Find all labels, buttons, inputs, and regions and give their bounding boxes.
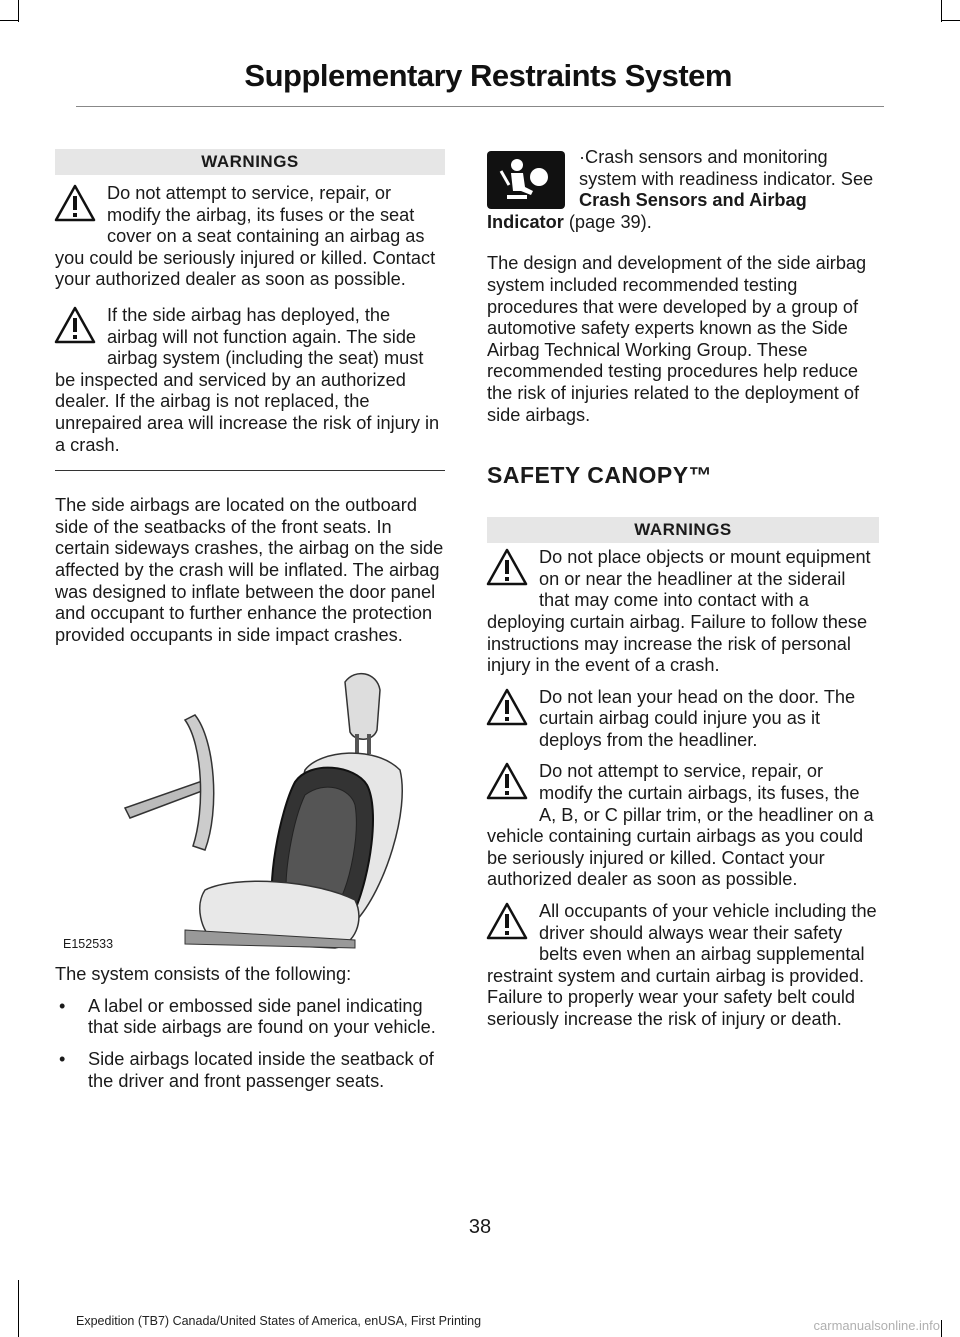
airbag-indicator-icon <box>487 151 565 209</box>
sensor-text: ·Crash sensors and monitoring system with readiness indicator. See <box>579 147 874 189</box>
warning-triangle-icon <box>485 761 539 821</box>
safety-canopy-heading: SAFETY CANOPY™ <box>487 462 713 489</box>
list-item <box>55 996 445 1039</box>
watermark: carmanualsonline.info <box>813 1318 940 1333</box>
warning-item <box>55 305 445 456</box>
seat-airbag-figure <box>55 660 445 952</box>
page-title: Supplementary Restraints System <box>244 58 732 93</box>
bullet: • <box>59 1049 66 1070</box>
crash-sensors-link[interactable]: Crash Sensors and Airbag Indicator <box>487 190 807 232</box>
warning-triangle-icon <box>53 305 107 365</box>
warning-item <box>55 183 445 291</box>
list-intro: The system consists of the following: <box>55 964 352 985</box>
warning-item <box>487 761 879 891</box>
warnings-heading: WARNINGS <box>55 149 445 175</box>
warning-triangle-icon <box>485 901 539 961</box>
crop-mark <box>18 1280 19 1337</box>
crop-mark <box>18 0 19 22</box>
warning-text: Do not attempt to service, repair, or modify the curtain airbags, its fuses, the A, B, or C pillar trim, or the headliner on a vehicle containing curtain airbags as you could be seriously injured or killed. Contact your authorized dealer as soon as possible. <box>487 761 874 890</box>
crop-mark <box>941 1320 942 1337</box>
left-column <box>55 149 445 1092</box>
warning-item <box>487 547 879 677</box>
crop-mark <box>942 20 960 21</box>
side-airbag-paragraph: The side airbags are located on the outboard side of the seatbacks of the front seats. In certain sideways crashes, the airbag on the side affected by the crash will be inflated. The airbag was designed to inflate between the door panel and occupant to further enhance the protection provided occupants in side impact crashes. <box>55 495 444 645</box>
warning-text: Do not attempt to service, repair, or modify the airbag, its fuses or the seat cover on a seat containing an airbag as you could be seriously injured or killed. Contact your authorized dealer as soon as possible. <box>55 183 436 290</box>
seat-airbag-illustration <box>55 660 445 952</box>
warning-item <box>487 901 879 1031</box>
list-item <box>55 1049 445 1092</box>
design-paragraph: The design and development of the side airbag system included recommended testing procedures that were developed by a group of automotive safety experts known as the Side Airbag Technical Working Group. These recommended testing procedures help reduce the risk of injuries related to the deployment of side airbags. <box>487 253 867 425</box>
sensor-block <box>487 147 879 233</box>
warning-triangle-icon <box>485 547 539 607</box>
footer-text: Expedition (TB7) Canada/United States of America, enUSA, First Printing <box>76 1314 482 1328</box>
title-divider <box>76 106 884 107</box>
bullet: • <box>59 995 66 1016</box>
crop-mark <box>941 0 942 22</box>
warning-text: Do not lean your head on the door. The curtain airbag could injure you as it deploys from the headliner. <box>539 686 856 750</box>
figure-id: E152533 <box>63 937 114 952</box>
system-components-list <box>55 996 445 1092</box>
warning-text: Do not place objects or mount equipment on or near the headliner at the siderail that may come into contact with a deploying curtain airbag. Failure to follow these instructions may increase the risk of personal injury in the event of a crash. <box>487 547 871 676</box>
list-item-text: A label or embossed side panel indicating that side airbags are found on your vehicle. <box>88 995 436 1038</box>
warnings-end-divider <box>55 470 445 471</box>
crop-mark <box>0 20 18 21</box>
warning-item <box>487 687 879 752</box>
page-number: 38 <box>468 1216 492 1238</box>
right-column <box>487 147 879 1031</box>
warning-text: If the side airbag has deployed, the airbag will not function again. The side airbag system (including the seat) must be inspected and serviced by an authorized dealer. If the airbag is not replaced, the unrepaired area will increase the risk of injury in a crash. <box>55 304 440 455</box>
list-item-text: Side airbags located inside the seatback of the driver and front passenger seats. <box>88 1049 434 1091</box>
warning-text: All occupants of your vehicle including the driver should always wear their safety belts even when an airbag supplemental restraint system and curtain airbag is provided. Failure to properly wear your safety belt could seriously increase the risk of injury or death. <box>487 901 877 1029</box>
warnings-heading: WARNINGS <box>487 517 879 543</box>
page-reference: (page 39). <box>568 211 652 232</box>
warning-triangle-icon <box>53 183 107 243</box>
warning-triangle-icon <box>485 687 539 747</box>
